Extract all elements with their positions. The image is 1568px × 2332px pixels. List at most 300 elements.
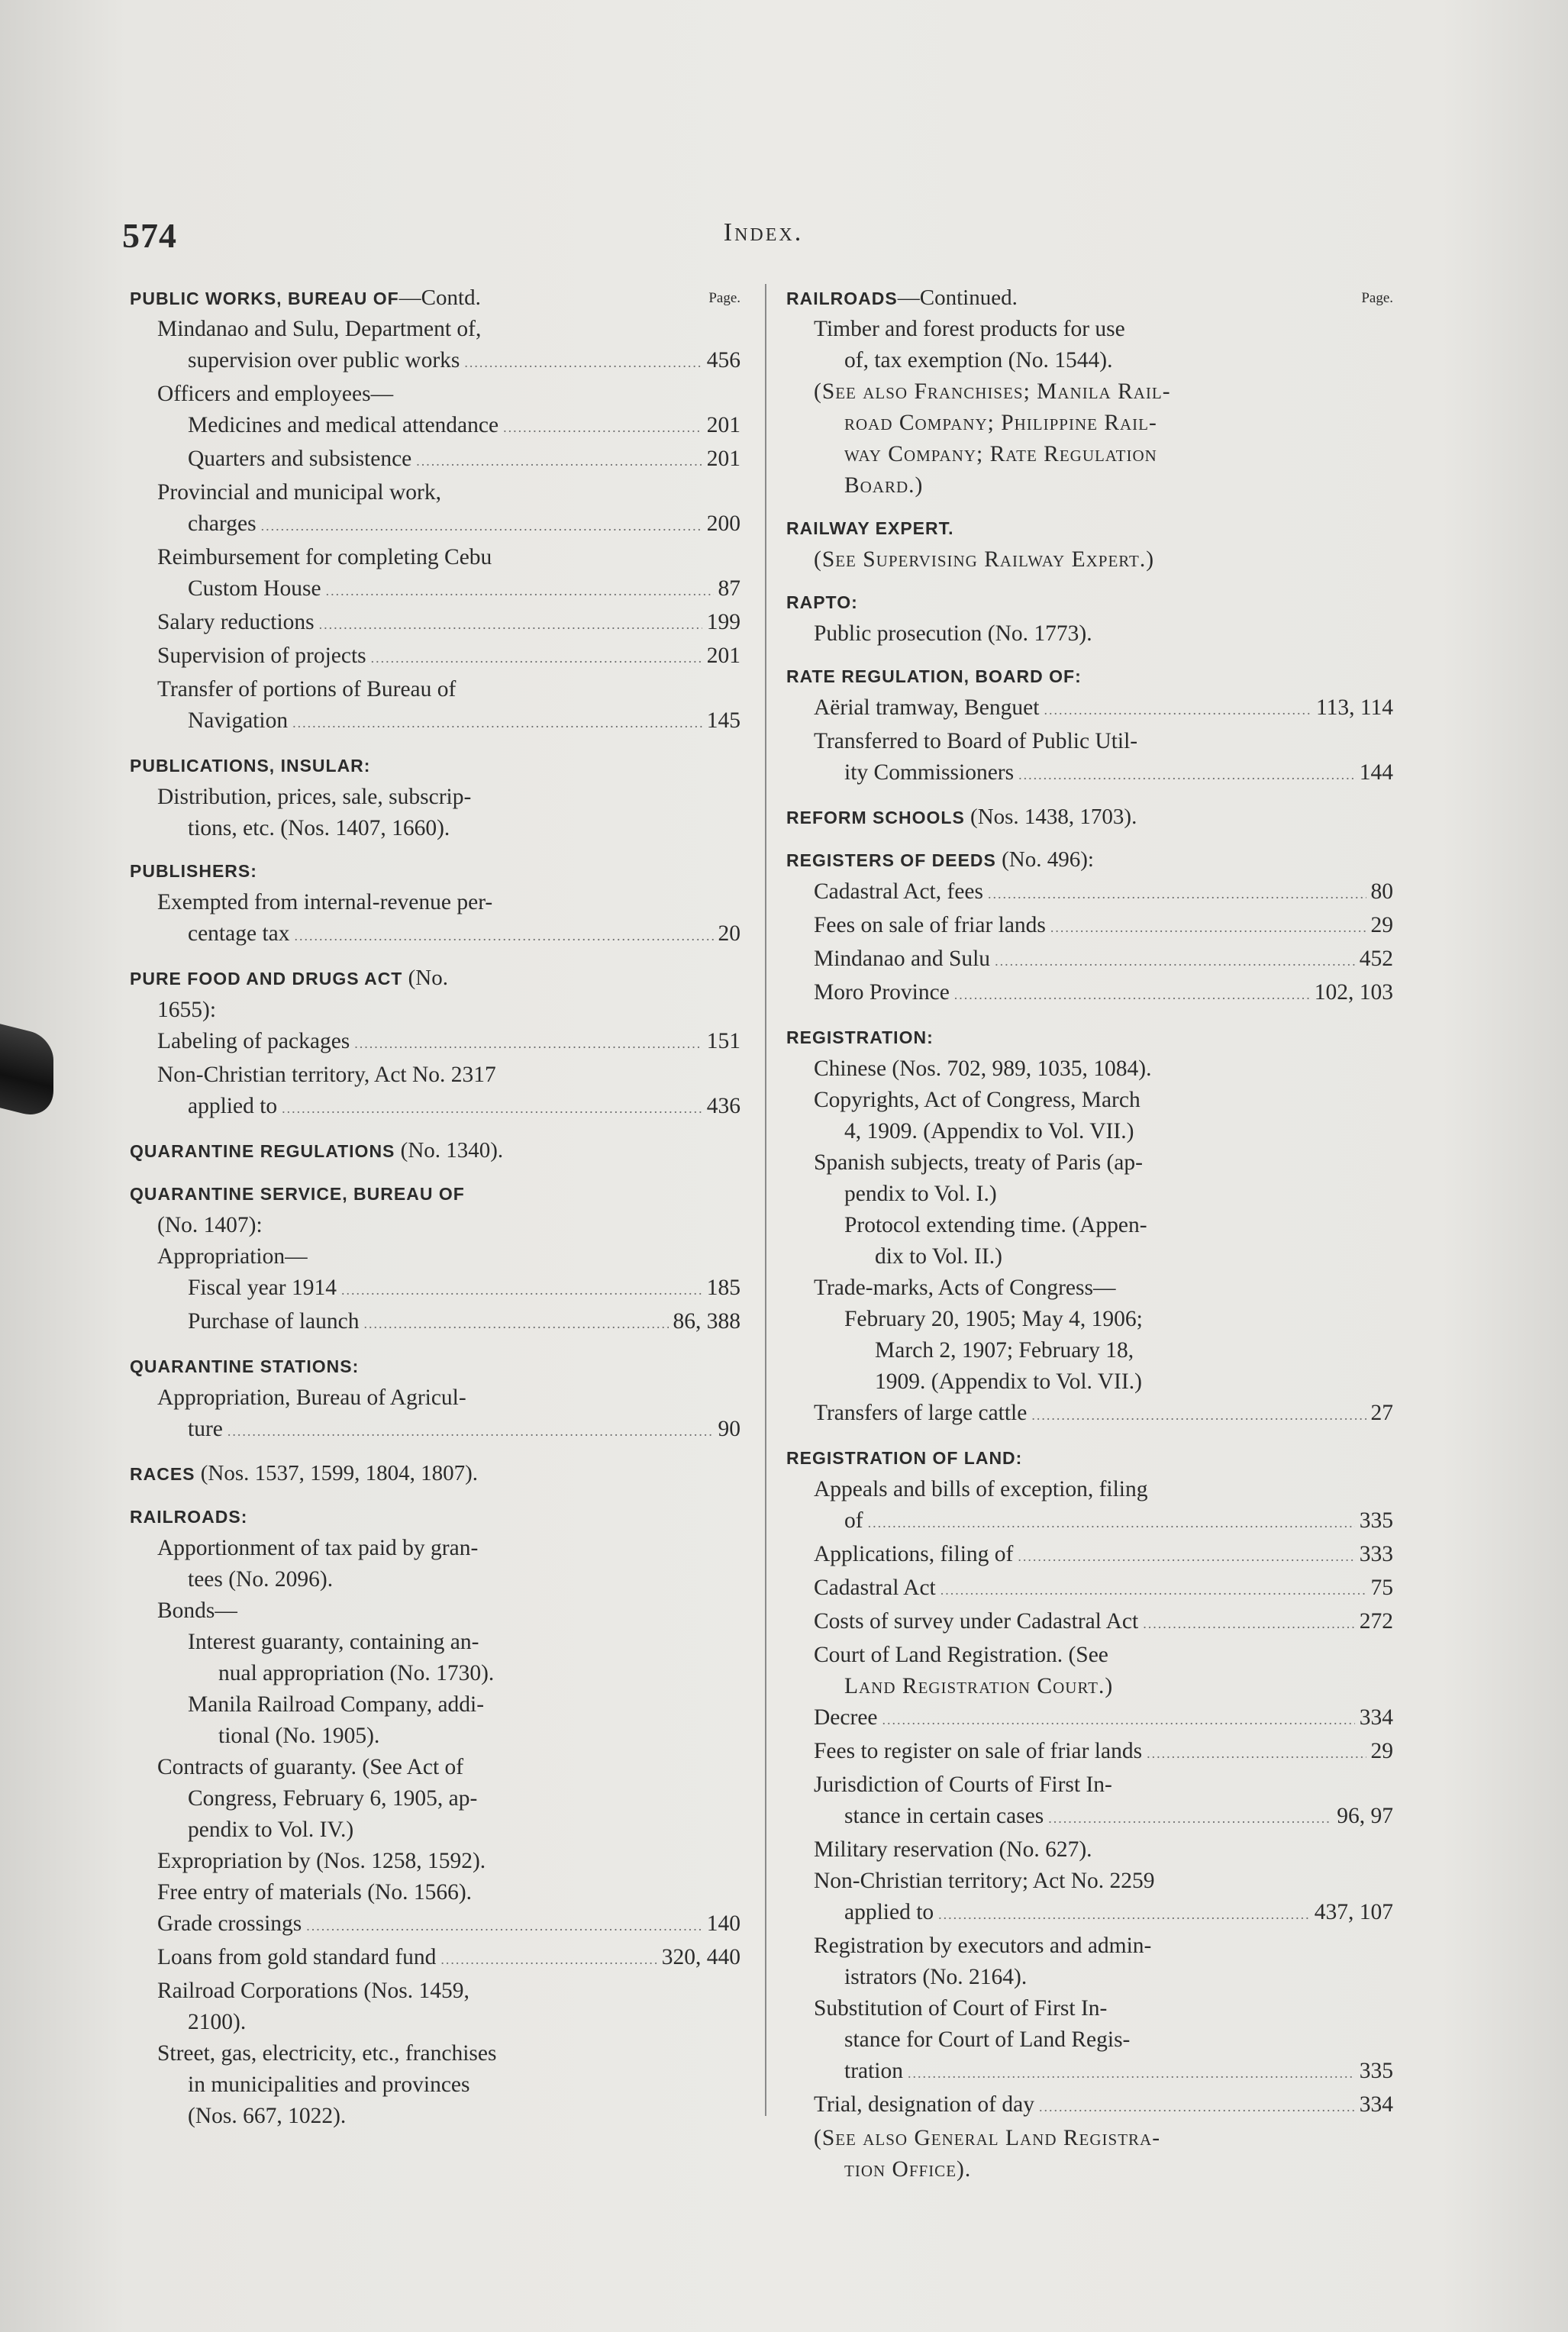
entry-text: Public prosecution (No. 1773). [814,621,1092,646]
index-entry [130,477,740,508]
index-entry [130,1272,740,1306]
entry-text: Appropriation, Bureau of Agricul- [157,1385,466,1410]
index-entry [786,1640,1393,1671]
entry-text: 1909. (Appendix to Vol. VII.) [875,1369,1142,1394]
heading-text: RAILWAY EXPERT. [786,518,954,538]
entry-text: Supervision of projects [157,643,366,668]
index-entry [786,544,1393,576]
entry-text: March 2, 1907; February 18, [875,1338,1134,1363]
entry-text: Fiscal year 1914 [188,1276,337,1300]
continued-heading [130,282,740,314]
page-reference: 29 [1370,1739,1393,1763]
entry-text: ture [188,1417,223,1441]
index-entry [130,1382,740,1414]
page-reference: 102, 103 [1314,980,1393,1005]
dot-leader [371,643,702,674]
entry-text: tration [844,2059,904,2083]
page-reference: 201 [706,447,740,471]
page-reference: 272 [1359,1609,1393,1634]
index-entry [130,1658,740,1689]
heading-text: RAPTO: [786,592,858,612]
index-entry [130,1241,740,1272]
index-entry [130,782,740,813]
index-entry [130,2007,740,2038]
index-entry [786,1539,1393,1572]
index-entry [130,1210,740,1241]
index-entry [786,943,1393,977]
dot-leader [319,609,702,640]
entry-text: Provincial and municipal work, [157,480,441,505]
page-reference: 75 [1370,1576,1393,1600]
index-entry [130,918,740,952]
index-entry [130,345,740,379]
dot-leader [1143,1608,1355,1640]
page-reference: 335 [1359,1508,1393,1533]
page-reference: 29 [1370,913,1393,937]
page-reference: 199 [706,610,740,634]
entry-text: Mindanao and Sulu [814,947,991,971]
heading-text: REGISTERS OF DEEDS [786,850,996,870]
entry-text: Custom House [188,576,321,601]
index-entry [786,692,1393,726]
dot-leader [1018,760,1355,791]
index-entry [786,1671,1393,1702]
index-entry [130,1721,740,1752]
index-entry [786,1962,1393,1993]
entry-text: Registration by executors and admin- [814,1934,1152,1958]
page-reference: 96, 97 [1337,1804,1393,1828]
entry-text: (Nos. 667, 1022). [188,2104,347,2128]
index-entry [130,2069,740,2101]
entry-text: Court of Land Registration. (See [814,1643,1108,1667]
index-entry [786,376,1393,408]
page-reference: 86, 388 [673,1309,740,1334]
entry-text: Transferred to Board of Public Util- [814,729,1138,753]
entry-text: Railroad Corporations (Nos. 1459, [157,1979,469,2003]
entry-text: Manila Railroad Company, addi- [188,1692,485,1717]
page-column-label: Page. [1361,290,1393,306]
index-entry [130,1306,740,1340]
index-entry [786,618,1393,650]
heading-text: PURE FOOD AND DRUGS ACT [130,969,403,989]
dot-leader [1147,1738,1366,1769]
dot-leader [440,1944,657,1976]
index-entry [786,2089,1393,2123]
entry-text: Exempted from internal-revenue per- [157,890,493,914]
index-entry [130,314,740,345]
index-entry [786,1505,1393,1539]
index-entry [130,1414,740,1447]
entry-text: dix to Vol. II.) [875,1244,1002,1269]
dot-leader [306,1911,702,1942]
index-entry [130,542,740,573]
page-reference: 151 [706,1029,740,1053]
dot-leader [868,1508,1355,1539]
index-entry [130,640,740,674]
index-entry [130,1942,740,1976]
entry-text: Chinese (Nos. 702, 989, 1035, 1084). [814,1056,1152,1081]
index-heading [786,802,1393,834]
index-entry [786,1993,1393,2024]
continued-heading-text: PUBLIC WORKS, BUREAU OF [130,289,399,308]
index-entry [130,1814,740,1846]
index-entry [130,1564,740,1595]
entry-text: February 20, 1905; May 4, 1906; [844,1307,1143,1331]
heading-text: REGISTRATION: [786,1027,934,1047]
index-entry [130,813,740,844]
dot-leader [1048,1803,1332,1834]
page-reference: 87 [718,576,740,601]
page-reference: 20 [718,921,740,946]
index-entry [130,705,740,739]
page-reference: 335 [1359,2059,1393,2083]
index-entry [786,2024,1393,2056]
heading-text: RAILROADS: [130,1507,248,1527]
entry-text: tional (No. 1905). [218,1724,380,1748]
heading-text: PUBLICATIONS, INSULAR: [130,756,371,776]
page-reference: 437, 107 [1314,1900,1393,1924]
entry-text: Protocol extending time. (Appen- [844,1213,1147,1237]
page-reference: 185 [706,1276,740,1300]
page-reference: 80 [1370,879,1393,904]
index-entry [786,757,1393,791]
entry-text: Grade crossings [157,1911,302,1936]
dot-leader [1044,695,1312,726]
index-heading [786,844,1393,876]
index-entry [130,1846,740,1877]
index-entry [786,1272,1393,1304]
dot-leader [354,1028,702,1060]
entry-text: applied to [188,1094,278,1118]
continued-heading-tail: —Contd. [398,285,481,310]
heading-tail: (Nos. 1438, 1703). [964,805,1137,829]
page-reference: 334 [1359,1705,1393,1730]
dot-leader [261,511,702,542]
index-entry [786,1572,1393,1606]
entry-text: (See also General Land Registra- [814,2126,1161,2150]
dot-leader [326,576,714,607]
index-entry [130,995,740,1026]
index-entry [130,508,740,542]
index-entry [130,607,740,640]
page-reference: 320, 440 [661,1945,740,1969]
index-entry [130,1533,740,1564]
continued-heading-text: RAILROADS [786,289,898,308]
entry-text: 2100). [188,2010,247,2034]
index-entry [786,1210,1393,1241]
entry-text: tion Office). [844,2157,972,2182]
entry-text: of [844,1508,863,1533]
entry-text: supervision over public works [188,348,460,373]
entry-text: Navigation [188,708,289,733]
entry-text: Spanish subjects, treaty of Paris (ap- [814,1150,1143,1175]
entry-text: Transfer of portions of Bureau of [157,677,457,702]
index-entry [786,1834,1393,1866]
index-entry [786,314,1393,345]
dot-leader [882,1705,1355,1736]
entry-text: Apportionment of tax paid by gran- [157,1536,479,1560]
index-heading [130,1178,740,1210]
entry-text: centage tax [188,921,290,946]
index-entry [130,379,740,410]
index-entry [130,1627,740,1658]
entry-text: Land Registration Court.) [844,1674,1114,1698]
entry-text: of, tax exemption (No. 1544). [844,348,1113,373]
entry-text: Quarters and subsistence [188,447,412,471]
index-heading [786,660,1393,692]
entry-text: way Company; Rate Regulation [844,442,1157,466]
entry-text: istrators (No. 2164). [844,1965,1028,1989]
entry-text: Free entry of materials (No. 1566). [157,1880,473,1905]
index-entry [786,439,1393,470]
entry-text: Fees to register on sale of friar lands [814,1739,1143,1763]
page-reference: 140 [706,1911,740,1936]
index-entry [786,1366,1393,1398]
entry-text: 1655): [157,998,217,1022]
entry-text: Copyrights, Act of Congress, March [814,1088,1141,1112]
index-entry [786,1304,1393,1335]
index-entry [130,1783,740,1814]
index-heading [130,1458,740,1490]
page-column-label: Page. [708,290,740,306]
entry-text: 4, 1909. (Appendix to Vol. VII.) [844,1119,1134,1143]
page-reference: 333 [1359,1542,1393,1566]
heading-tail: (No. 1340). [395,1138,504,1163]
entry-text: stance in certain cases [844,1804,1044,1828]
index-entry [130,573,740,607]
index-entry [786,470,1393,502]
entry-text: pendix to Vol. I.) [844,1182,997,1206]
running-head: Index. [723,218,804,247]
index-entry [130,2038,740,2069]
left-index-column [130,282,740,2132]
entry-text: nual appropriation (No. 1730). [218,1661,495,1685]
entry-text: Military reservation (No. 627). [814,1837,1092,1862]
index-heading [130,750,740,782]
dot-leader [995,946,1355,977]
entry-text: road Company; Philippine Rail- [844,411,1157,435]
index-entry [786,910,1393,943]
index-entry [130,443,740,477]
entry-text: stance for Court of Land Regis- [844,2027,1131,2052]
page-reference: 334 [1359,2092,1393,2117]
index-entry [786,1335,1393,1366]
index-heading [130,1350,740,1382]
entry-text: Jurisdiction of Courts of First In- [814,1772,1112,1797]
index-entry [130,1976,740,2007]
index-entry [786,1398,1393,1431]
continued-heading-tail: —Continued. [897,285,1018,310]
entry-text: Fees on sale of friar lands [814,913,1046,937]
index-entry [786,1053,1393,1085]
entry-text: Costs of survey under Cadastral Act [814,1609,1139,1634]
page-reference: 113, 114 [1315,695,1393,720]
index-heading [786,1021,1393,1053]
dot-leader [940,1575,1366,1606]
entry-text: Labeling of packages [157,1029,350,1053]
entry-text: Purchase of launch [188,1309,360,1334]
dot-leader [1018,1541,1354,1572]
index-entry [786,345,1393,376]
entry-text: (See Supervising Railway Expert.) [814,547,1155,572]
index-entry [786,1606,1393,1640]
index-entry [130,1689,740,1721]
entry-text: Medicines and medical attendance [188,413,499,437]
entry-text: tees (No. 2096). [188,1567,334,1592]
heading-text: QUARANTINE STATIONS: [130,1356,360,1376]
dot-leader [341,1275,702,1306]
index-entry [786,2154,1393,2185]
entry-text: Contracts of guaranty. (See Act of [157,1755,464,1779]
page-reference: 90 [718,1417,740,1441]
heading-tail: (Nos. 1537, 1599, 1804, 1807). [195,1461,479,1485]
index-entry [786,1866,1393,1897]
dot-leader [363,1308,668,1340]
page-reference: 201 [706,413,740,437]
entry-text: (No. 1407): [157,1213,263,1237]
entry-text: Non-Christian territory, Act No. 2317 [157,1063,496,1087]
dot-leader [503,412,702,443]
entry-text: Aërial tramway, Benguet [814,695,1040,720]
index-entry [786,1897,1393,1930]
index-heading [786,512,1393,544]
index-entry [786,1116,1393,1147]
entry-text: (See also Franchises; Manila Rail- [814,379,1171,404]
index-entry [786,1241,1393,1272]
continued-heading [786,282,1393,314]
heading-text: QUARANTINE REGULATIONS [130,1141,395,1161]
dot-leader [416,446,702,477]
entry-text: Moro Province [814,980,950,1005]
index-entry [786,1736,1393,1769]
index-entry [786,726,1393,757]
index-entries [130,314,740,2132]
page-header [122,215,1405,261]
index-entry [130,2101,740,2132]
entry-text: applied to [844,1900,934,1924]
dot-leader [464,347,702,379]
page-reference: 456 [706,348,740,373]
heading-text: PUBLISHERS: [130,861,257,881]
index-entry [130,1026,740,1060]
page-reference: 436 [706,1094,740,1118]
index-heading [130,1501,740,1533]
index-entry [786,2056,1393,2089]
index-entry [786,1801,1393,1834]
right-index-column [786,282,1393,2185]
entry-text: Mindanao and Sulu, Department of, [157,317,482,341]
index-heading [786,1442,1393,1474]
entry-text: Trial, designation of day [814,2092,1034,2117]
entry-text: ity Commissioners [844,760,1015,785]
index-entry [786,1085,1393,1116]
entry-text: Decree [814,1705,878,1730]
entry-text: Bonds— [157,1598,237,1623]
entry-text: tions, etc. (Nos. 1407, 1660). [188,816,450,840]
index-entry [786,1769,1393,1801]
index-entry [130,1908,740,1942]
heading-text: REFORM SCHOOLS [786,808,965,827]
index-entry [130,674,740,705]
entry-text: Salary reductions [157,610,315,634]
dot-leader [227,1416,714,1447]
index-entry [130,1752,740,1783]
column-divider [765,284,766,2116]
dot-leader [1050,912,1366,943]
index-entry [786,1702,1393,1736]
dot-leader [1039,2092,1355,2123]
index-entry [786,1179,1393,1210]
heading-tail: (No. [402,966,448,990]
index-entry [786,977,1393,1011]
index-entry [130,1877,740,1908]
entry-text: Applications, filing of [814,1542,1014,1566]
index-heading [130,1135,740,1167]
dot-leader [938,1899,1310,1930]
entry-text: Officers and employees— [157,382,394,406]
index-heading [130,963,740,995]
entry-text: Timber and forest products for use [814,317,1125,341]
entry-text: Appropriation— [157,1244,308,1269]
index-entry [786,1147,1393,1179]
index-entry [130,1060,740,1091]
heading-text: REGISTRATION OF LAND: [786,1448,1023,1468]
entry-text: charges [188,511,256,536]
dot-leader [954,979,1310,1011]
entry-text: Non-Christian territory; Act No. 2259 [814,1869,1155,1893]
dot-leader [908,2058,1355,2089]
index-entry [130,1595,740,1627]
heading-tail: (No. 496): [995,847,1094,872]
index-heading [786,586,1393,618]
entry-text: Substitution of Court of First In- [814,1996,1108,2021]
page-reference: 144 [1359,760,1393,785]
index-entry [786,408,1393,439]
dot-leader [292,708,702,739]
dot-leader [282,1093,702,1124]
index-entry [786,1474,1393,1505]
entry-text: Street, gas, electricity, etc., franchises [157,2041,497,2066]
page-number: 574 [122,216,177,255]
entry-text: Transfers of large cattle [814,1401,1028,1425]
entry-text: in municipalities and provinces [188,2072,470,2097]
index-entry [786,876,1393,910]
page-reference: 145 [706,708,740,733]
entry-text: Board.) [844,473,924,498]
page-reference: 452 [1359,947,1393,971]
index-entry [786,1930,1393,1962]
entry-text: Expropriation by (Nos. 1258, 1592). [157,1849,486,1873]
index-entries [786,314,1393,2185]
page-reference: 201 [706,643,740,668]
index-entry [130,410,740,443]
entry-text: Cadastral Act [814,1576,936,1600]
page-reference: 200 [706,511,740,536]
entry-text: Loans from gold standard fund [157,1945,437,1969]
entry-text: Trade-marks, Acts of Congress— [814,1276,1116,1300]
heading-text: RATE REGULATION, BOARD OF: [786,666,1082,686]
heading-text: RACES [130,1464,195,1484]
index-entry [786,2123,1393,2154]
dot-leader [1031,1400,1366,1431]
entry-text: Reimbursement for completing Cebu [157,545,492,569]
entry-text: Appeals and bills of exception, filing [814,1477,1148,1501]
entry-text: Cadastral Act, fees [814,879,983,904]
index-heading [130,855,740,887]
entry-text: Distribution, prices, sale, subscrip- [157,785,472,809]
index-entry [130,887,740,918]
dot-leader [295,921,714,952]
